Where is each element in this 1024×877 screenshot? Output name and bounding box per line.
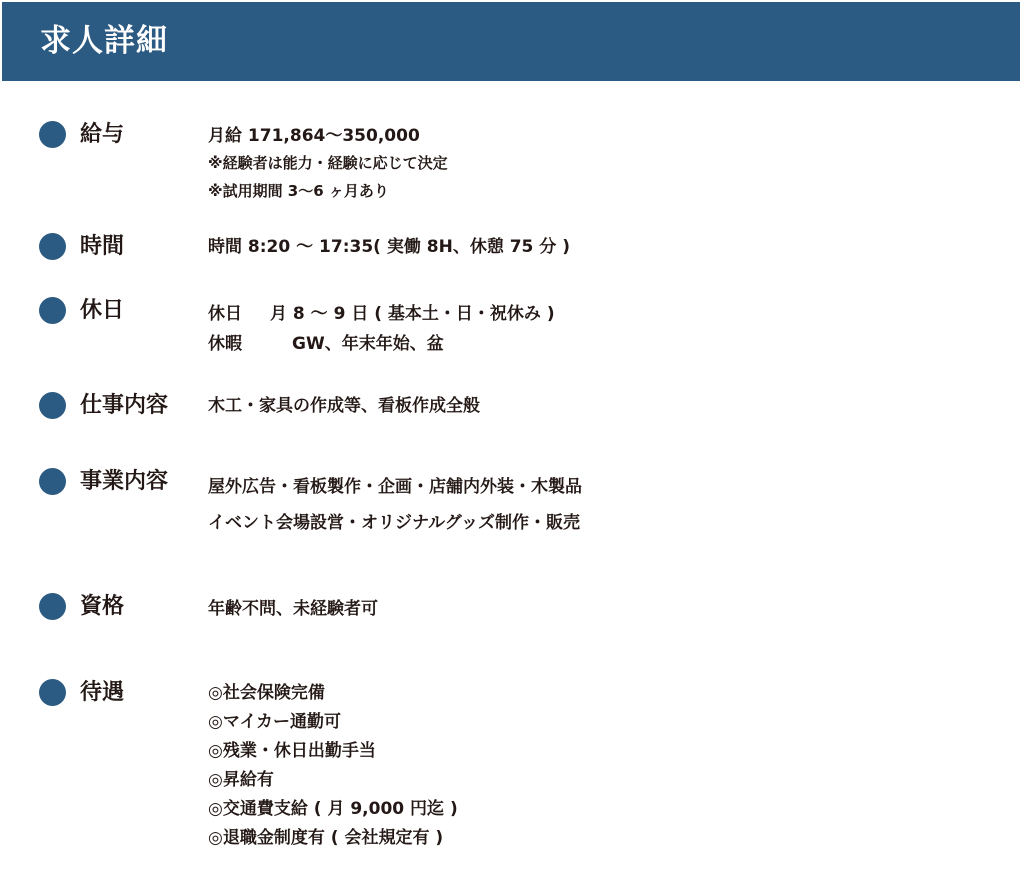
holiday-line — [208, 299, 555, 329]
bullet-circle-icon — [39, 468, 66, 495]
benefit-item: ◎昇給有 — [208, 770, 274, 790]
holiday-key: 休日 — [208, 304, 242, 324]
salary-note: ※経験者は能力・経験に応じて決定 — [208, 154, 448, 172]
section-label: 給与 — [80, 122, 125, 147]
job-description: 木工・家具の作成等、看板作成全般 — [208, 396, 480, 416]
benefit-item: ◎マイカー通勤可 — [208, 712, 341, 732]
section-label: 事業内容 — [80, 469, 169, 494]
benefit-item: ◎退職金制度有 ( 会社規定有 ) — [208, 828, 444, 848]
benefit-item: ◎残業・休日出勤手当 — [208, 741, 376, 761]
bullet-circle-icon — [39, 121, 66, 148]
working-hours: 時間 8:20 〜 17:35( 実働 8H、休憩 75 分 ) — [208, 237, 570, 257]
vacation-value: GW、年末年始、盆 — [292, 334, 444, 354]
benefit-item: ◎交通費支給 ( 月 9,000 円迄 ) — [208, 799, 458, 819]
probation-note: ※試用期間 3〜6 ヶ月あり — [208, 182, 389, 200]
bullet-circle-icon — [39, 679, 66, 706]
section-label: 時間 — [80, 234, 125, 259]
vacation-line — [208, 329, 555, 359]
bullet-circle-icon — [39, 392, 66, 419]
business-line: イベント会場設営・オリジナルグッズ制作・販売 — [208, 513, 580, 533]
salary-range: 月給 171,864〜350,000 — [208, 126, 420, 146]
bullet-circle-icon — [39, 297, 66, 324]
section-label: 仕事内容 — [80, 393, 169, 418]
page-title: 求人詳細 — [40, 23, 168, 59]
section-label: 待遇 — [80, 680, 125, 705]
business-line: 屋外広告・看板製作・企画・店舗内外装・木製品 — [208, 477, 582, 497]
holiday-value: 月 8 〜 9 日 ( 基本土・日・祝休み ) — [270, 304, 555, 324]
page-header — [2, 2, 1020, 81]
qualification-text: 年齢不問、未経験者可 — [208, 599, 378, 619]
bullet-circle-icon — [39, 233, 66, 260]
benefit-item: ◎社会保険完備 — [208, 683, 325, 703]
section-label: 資格 — [80, 594, 125, 619]
bullet-circle-icon — [39, 593, 66, 620]
section-label: 休日 — [80, 298, 125, 323]
vacation-key: 休暇 — [208, 334, 242, 354]
